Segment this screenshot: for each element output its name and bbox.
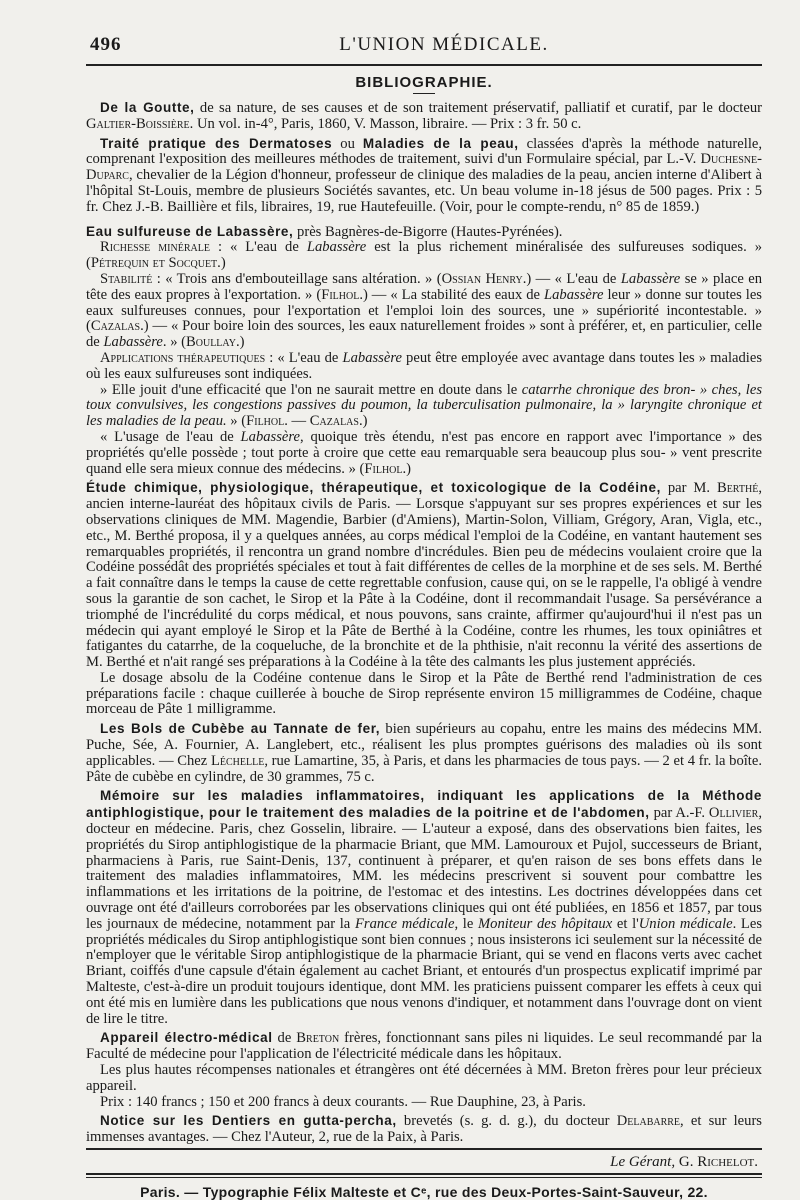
entry-cubebe: Les Bols de Cubèbe au Tannate de fer, bien supérieurs au copahu, entre les mains des médecins MM. Puche, Sée, A. Fournier, A. Langlebert, etc., réalisent les plus promptes guérisons des maladies où ils sont applicables. — Chez Léchelle, rue Lamartine, 35, à Paris, et dans les pharmacies de tous pays. — 2 et 4 fr. la boîte. Pâte de cubèbe en cylindre, de 30 grammes, 75 c. xyxy=(86,721,762,785)
author-name: Berthé xyxy=(716,480,759,497)
codeine-dosage: Le dosage absolu de la Codéine contenue dans le Sirop et la Pâte de Berthé rend l'administration de ces préparations facile : chaque cuillerée à bouche de Sirop représente environ 15 milligrammes de Codéine, chaque morceau de Pâte 1 milligramme. xyxy=(86,669,762,718)
section-divider xyxy=(413,93,435,94)
entry-electro: Appareil électro-médical de Breton frères, fonctionnant sans piles ni liquides. Le seul recommandé par la Faculté de médecine pour l'application de l'électricité médicale dans les hôpitaux. xyxy=(86,1030,762,1063)
imprint-rule xyxy=(86,1173,762,1175)
labassere-usage: « L'usage de l'eau de Labassère, quoique très étendu, n'est pas encore en rapport avec l'importance » des propriétés qu'elle possède ; tout porte à croire que cette eau remarquable sera beaucoup plus sou- » vent prescrite quand elle sera mieux connue des médecins. » (Filhol.) xyxy=(86,428,762,477)
entry-labassere: Eau sulfureuse de Labassère, près Bagnères-de-Bigorre (Hautes-Pyrénées). xyxy=(86,223,563,240)
entry-title: Appareil électro-médical xyxy=(100,1030,273,1046)
journal-title: L'UNION MÉDICALE. xyxy=(339,34,549,55)
labassere-stabilite: Stabilité : « Trois ans d'embouteillage sans altération. » (Ossian Henry.) — « L'eau de Labassère se » place en tête des eaux propres à l'exportation. » (Filhol.) — « La stabilité des eaux de Labassère leur » donne sur toutes les eaux sulfureuses connues, pour l'exportation et l'emploi loin des sources, une » supériorité incontestable. » (Cazalas.) — « Pour boire loin des sources, les eaux naturellement froides » sont à préférer, et, en particulier, celle de Labassère. » (Boullay.) xyxy=(86,270,762,351)
entry-title: De la Goutte, xyxy=(100,100,195,115)
author-name: Léchelle xyxy=(210,752,265,769)
entry-dentiers: Notice sur les Dentiers en gutta-percha, brevetés (s. g. d. g.), du docteur Delabarre, et sur leurs immenses avantages. — Chez l'Auteur, 2, rue de la Paix, à Paris. xyxy=(86,1113,762,1146)
running-head xyxy=(86,34,762,60)
entry-title: Notice sur les Dentiers en gutta-percha, xyxy=(100,1113,397,1129)
entry-title: Eau sulfureuse de Labassère, xyxy=(86,223,294,239)
printer-imprint: Paris. — Typographie Félix Malteste et Cᵉ, rue des Deux-Portes-Saint-Sauveur, 22. xyxy=(140,1184,708,1200)
labassere-applications: Applications thérapeutiques : « L'eau de Labassère peut être employée avec avantage dans toutes les » maladies où les eaux sulfureuses sont indiquées. xyxy=(86,349,763,382)
entry-goutte: De la Goutte, de sa nature, de ses causes et de son traitement préservatif, palliatif et curatif, par le docteur Galtier-Boissière. Un vol. in-4°, Paris, 1860, V. Masson, libraire. — Prix : 3 fr. 50 c. xyxy=(86,100,762,132)
entry-title: Traité pratique des Dermatoses xyxy=(100,135,333,151)
author-name: Breton xyxy=(296,1030,340,1047)
entry-codeine: Étude chimique, physiologique, thérapeutique, et toxicologique de la Codéine, par M. Berthé, ancien interne-lauréat des hôpitaux civils de Paris. — Lorsque s'appuyant sur ses propres expériences et sur les observations cliniques de MM. Magendie, Barbier (d'Amiens), Martin-Solon, Villiam, Grégory, Aran, Vigla, etc., etc., M. Berthé proposa, il y a quelques années, au corps médical l'emploi de la Codéine, en vantant hautement ses remarquables propriétés, il rencontra un grand nombre d'incrédules. Bien peu de médecins voulaient croire que la Codéine possédât des propriétés spéciales et tout à fait différentes de celles de la morphine et de ses sels. M. Berthé a fait connaître dans le temps la cause de cette regrettable confusion, cause qui, on se le rappelle, l'a obligé à vendre sous la garantie de son cachet, le Sirop et la Pâte à la Codéine, dont il recommandait l'usage. Sa persévérance a triomphé de l'incrédulité du corps médical, et nous pouvons, sans crainte, affirmer qu'aujourd'hui il n'est pas un médecin qui ayant employé le Sirop et la Pâte de Berthé à la Codéine, contre les rhumes, les toux opiniâtres et fatigantes du catarrhe, de la coqueluche, de la bronchite et de la phthisie, n'ait reconnu la vérité des assertions de M. Berthé et n'ait rangé ses préparations à la Codéine à la tête des calmants les plus justement appréciés. xyxy=(86,480,762,671)
entry-dermatoses: Traité pratique des Dermatoses ou Maladies de la peau, classées d'après la méthode naturelle, comprenant l'exposition des meilleures méthodes de traitement, suivi d'un Formulaire spécial, par L.-V. Duchesne-Duparc, chevalier de la Légion d'honneur, professeur de clinique des maladies de la peau, ancien interne d'Alibert à l'hôpital St-Louis, membre de plusieurs Sociétés savantes, etc. Un beau volume in-18 jésus de 500 pages. Prix : 5 fr. Chez J.-B. Baillière et fils, libraires, 19, rue Hautefeuille. (Voir, pour le compte-rendu, n° 85 de 1859.) xyxy=(86,135,762,215)
entry-title: Étude chimique, physiologique, thérapeutique, et toxicologique de la Codéine, xyxy=(86,480,661,496)
entry-antiphlogistique: Mémoire sur les maladies inflammatoires, indiquant les applications de la Méthode antiphlogistique, pour le traitement des maladies de la poitrine et de l'abdomen, par A.-F. Ollivier, docteur en médecine. Paris, chez Gosselin, libraire. — L'auteur a exposé, dans des observations bien faites, les propriétés du Sirop antiphlogistique de la pharmacie Briant, que MM. Lamouroux et Pujol, successeurs de Briant, pharmaciens à Paris, rue Saint-Denis, 137, continuent à préparer, et qu'en raison de ses bons effets dans le traitement des maladies inflammatoires, MM. les médecins prescrivent si souvent pour combattre les inflammations et les irritations de la poitrine, de l'estomac et des intestins. Les doctrines développées dans cet ouvrage ont été d'ailleurs corroborées par les observations cliniques qui ont été publiées, en 1856 et 1857, par tous les journaux de médecine, notamment par la France médicale, le Moniteur des hôpitaux et l'Union médicale. Les propriétés médicales du Sirop antiphlogistique sont bien connues ; nous insisterons ici seulement sur la nécessité de n'employer que le véritable Sirop antiphlogistique de la pharmacie Briant, qui se vend en flacons verts avec cachet Briant, coiffés d'une capsule d'étain également au cachet Briant, et entourés d'un prospectus explicatif imprimé par Malteste, c'est-à-dire un produit toujours identique, dont MM. les praticiens puissent comparer les effets à ceux qui ont été mis en lumière dans les publications que nous venons d'indiquer, et notamment dans l'ouvrage dont on vient de lire le titre. xyxy=(86,788,763,1027)
author-name: Galtier-Boissière xyxy=(86,115,190,132)
section-title: BIBLIOGRAPHIE. xyxy=(355,74,493,91)
signature: Le Gérant, G. Richelot. xyxy=(610,1154,758,1170)
electro-recompenses: Les plus hautes récompenses nationales et étrangères ont été décernées à MM. Breton frères pour leur précieux appareil. xyxy=(86,1062,762,1094)
author-name: Delabarre xyxy=(616,1113,681,1130)
imprint-rule-thin xyxy=(86,1177,762,1178)
labassere-efficacite: » Elle jouit d'une efficacité que l'on ne saurait mettre en doute dans le catarrhe chronique des bron- » ches, les toux convulsives, les congestions passives du poumon, la tuberculisation pulmonaire, la » laryngite chronique et les maladies de la peau. » (Filhol. — Cazalas.) xyxy=(86,381,762,430)
electro-prix: Prix : 140 francs ; 150 et 200 francs à deux courants. — Rue Dauphine, 23, à Paris. xyxy=(100,1093,586,1110)
author-name: Duchesne-Duparc xyxy=(86,151,762,184)
author-name: Ollivier xyxy=(708,805,759,822)
entry-title: Les Bols de Cubèbe au Tannate de fer, xyxy=(100,721,381,737)
labassere-richesse: Richesse minérale : « L'eau de Labassère est la plus richement minéralisée des sulfureuses sodiques. » (Pétrequin et Socquet.) xyxy=(86,239,763,272)
entry-title-alt: Maladies de la peau, xyxy=(362,135,519,151)
signature-rule xyxy=(86,1148,762,1150)
header-rule xyxy=(86,64,762,66)
page-number: 496 xyxy=(90,34,122,55)
entry-title: Mémoire sur les maladies inflammatoires, indiquant les applications de la Méthode antiphlogistique, pour le traitement des maladies de la poitrine et de l'abdomen, xyxy=(86,788,762,821)
